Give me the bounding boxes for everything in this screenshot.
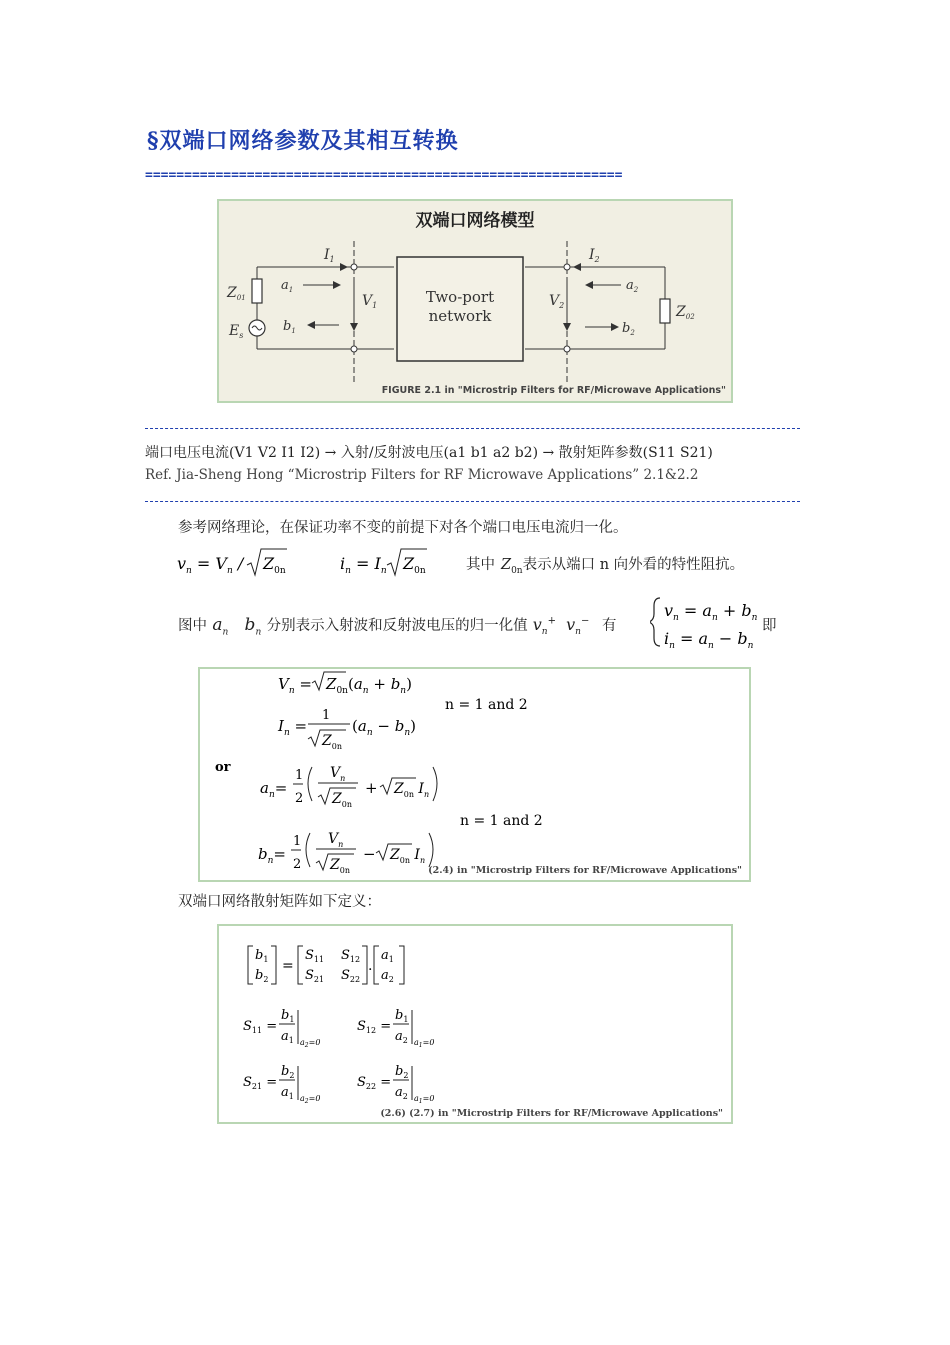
- svg-text:Z0n: $Z_{0n}$: [322, 733, 342, 751]
- svg-text:Z0n(an + bn): $Z_{0n}(a_n + b_n)$: [326, 675, 412, 696]
- svg-text:a1: $a_1$: [381, 948, 394, 964]
- svg-text:S12: $S_{12}$: [341, 948, 361, 964]
- svg-text:2: 2: [295, 791, 304, 806]
- svg-text:a1: $a_1$: [281, 1085, 294, 1101]
- svg-text:Two-port: Two-port: [425, 288, 495, 306]
- figure-heading: 双端口网络模型: [415, 211, 535, 231]
- svg-text:In =: $I_n$ =: [278, 717, 308, 738]
- svg-text:Vn =: $V_n$ =: [278, 675, 312, 696]
- svg-text:a1=0: $a_1=0$: [414, 1094, 435, 1105]
- svg-text:1: 1: [322, 708, 331, 723]
- svg-text:S12 =: $S_{12}$ =: [357, 1019, 392, 1035]
- svg-text:a1: $a_1$: [281, 278, 294, 294]
- svg-text:a2: $a_2$: [395, 1029, 408, 1045]
- svg-text:Es: $E_s$: [229, 323, 244, 340]
- svg-text:Z0n: $Z_{0n}$: [263, 554, 286, 576]
- svg-text:=: =: [282, 958, 294, 974]
- svg-text:network: network: [428, 307, 492, 325]
- or-label: or: [215, 760, 231, 775]
- dashed-divider: [145, 428, 800, 429]
- equation-2-4-figure: [198, 667, 751, 882]
- svg-text:Z01: $Z_{01}$: [227, 285, 246, 302]
- svg-text:a1=0: $a_1=0$: [414, 1038, 435, 1049]
- figure1-caption: FIGURE 2.1 in "Microstrip Filters for RF/Microwave Applications": [381, 385, 726, 396]
- svg-text:I2: $I_2$: [589, 247, 600, 264]
- dashed-divider: [145, 501, 800, 502]
- two-port-model-figure: [217, 199, 733, 403]
- svg-text:bn=: $b_n=$: [258, 845, 286, 866]
- scattering-matrix-equations: [219, 926, 731, 1122]
- svg-text:Z0n: $Z_{0n}$: [403, 554, 426, 576]
- svg-text:−: −: [363, 845, 376, 863]
- svg-text:Vn: $V_n$: [330, 765, 346, 783]
- svg-text:an=: $a_n=$: [260, 779, 288, 800]
- svg-text:a2: $a_2$: [395, 1085, 408, 1101]
- svg-text:2: 2: [293, 857, 302, 872]
- svg-text:vn = Vn /: $v_n = V_n$ /: [177, 554, 244, 576]
- svg-text:Z02: $Z_{02}$: [676, 304, 695, 321]
- svg-text:S22 =: $S_{22}$ =: [357, 1075, 392, 1091]
- svg-text:Z0n In: $Z_{0n}$ $I_n$: [394, 781, 430, 799]
- svg-text:b1: $b_1$: [283, 319, 296, 335]
- svg-text:in = In: $i_n = I_n$: [340, 554, 387, 576]
- title-separator: =============================================================: [145, 168, 623, 183]
- characteristic-impedance-note: 其中 $Z_{0n}$表示从端口 n 向外看的特性阻抗。: [466, 557, 745, 576]
- svg-text:V2: $V_2$: [549, 293, 565, 310]
- svg-text:1: 1: [293, 834, 302, 849]
- svg-text:S11: $S_{11}$: [305, 948, 325, 964]
- svg-text:Vn: $V_n$: [328, 831, 344, 849]
- figure3-caption: (2.6) (2.7) in "Microstrip Filters for RF/Microwave Applications": [380, 1108, 723, 1119]
- svg-text:a2=0: $a_2=0$: [300, 1094, 321, 1105]
- svg-text:b1: $b_1$: [255, 948, 269, 964]
- svg-text:1: 1: [295, 768, 304, 783]
- paragraph-normalization: 参考网络理论，在保证功率不变的前提下对各个端口电压电流归一化。: [178, 520, 628, 536]
- svg-text:+: +: [365, 779, 378, 797]
- svg-text:Z0n In: $Z_{0n}$ $I_n$: [390, 847, 426, 865]
- svg-text:S21: $S_{21}$: [305, 968, 325, 984]
- svg-text:S22: $S_{22}$: [341, 968, 361, 984]
- flow-line: 端口电压电流(V1 V2 I1 I2) → 入射/反射波电压(a1 b1 a2 b2) → 散射矩阵参数(S11 S21): [145, 445, 713, 461]
- equation-2-4: [200, 669, 749, 880]
- paragraph-wave-definition: 图中 $a_n$ $b_n$ 分别表示入射波和反射波电压的归一化值 $v_n^+$ $v_n^-$ 有: [178, 615, 617, 638]
- reference-line: Ref. Jia-Sheng Hong “Microstrip Filters for RF Microwave Applications” 2.1&2.2: [145, 467, 699, 483]
- svg-text:b2: $b_2$: [395, 1064, 409, 1080]
- svg-text:a2: $a_2$: [626, 278, 639, 294]
- svg-text:a2: $a_2$: [381, 968, 394, 984]
- svg-text:a1: $a_1$: [281, 1029, 294, 1045]
- n-range-label-2: n = 1 and 2: [460, 813, 543, 829]
- scattering-matrix-figure: [217, 924, 733, 1124]
- paragraph-scattering-matrix: 双端口网络散射矩阵如下定义：: [178, 894, 381, 910]
- svg-text:b1: $b_1$: [281, 1008, 295, 1024]
- two-port-diagram: [219, 201, 731, 401]
- svg-text:vn = an + bn: $v_n = a_n + b_n$: [664, 601, 758, 623]
- wave-relations-brace: [650, 594, 760, 654]
- svg-text:S21 =: $S_{21}$ =: [243, 1075, 278, 1091]
- ji-label: 即: [762, 618, 777, 634]
- z01-resistor: [252, 279, 262, 303]
- z02-resistor: [660, 299, 670, 323]
- svg-text:b2: $b_2$: [281, 1064, 295, 1080]
- svg-text:S11 =: $S_{11}$ =: [243, 1019, 278, 1035]
- svg-text:I1: $I_1$: [324, 247, 335, 264]
- svg-text:V1: $V_1$: [362, 293, 378, 310]
- svg-text:(an − bn): $(a_n - b_n)$: [352, 717, 416, 738]
- svg-text:a2=0: $a_2=0$: [300, 1038, 321, 1049]
- svg-text:b2: $b_2$: [622, 321, 635, 337]
- page-title: §双端口网络参数及其相互转换: [147, 128, 459, 154]
- n-range-label-1: n = 1 and 2: [445, 697, 528, 713]
- svg-text:Z0n: $Z_{0n}$: [332, 791, 352, 809]
- svg-text:b2: $b_2$: [255, 968, 269, 984]
- figure2-caption: (2.4) in "Microstrip Filters for RF/Microwave Applications": [428, 865, 742, 876]
- svg-text:b1: $b_1$: [395, 1008, 409, 1024]
- svg-text:Z0n: $Z_{0n}$: [330, 857, 350, 875]
- svg-text:in = an − bn: $i_n = a_n - b_n$: [664, 629, 754, 651]
- svg-text:.: .: [368, 958, 373, 974]
